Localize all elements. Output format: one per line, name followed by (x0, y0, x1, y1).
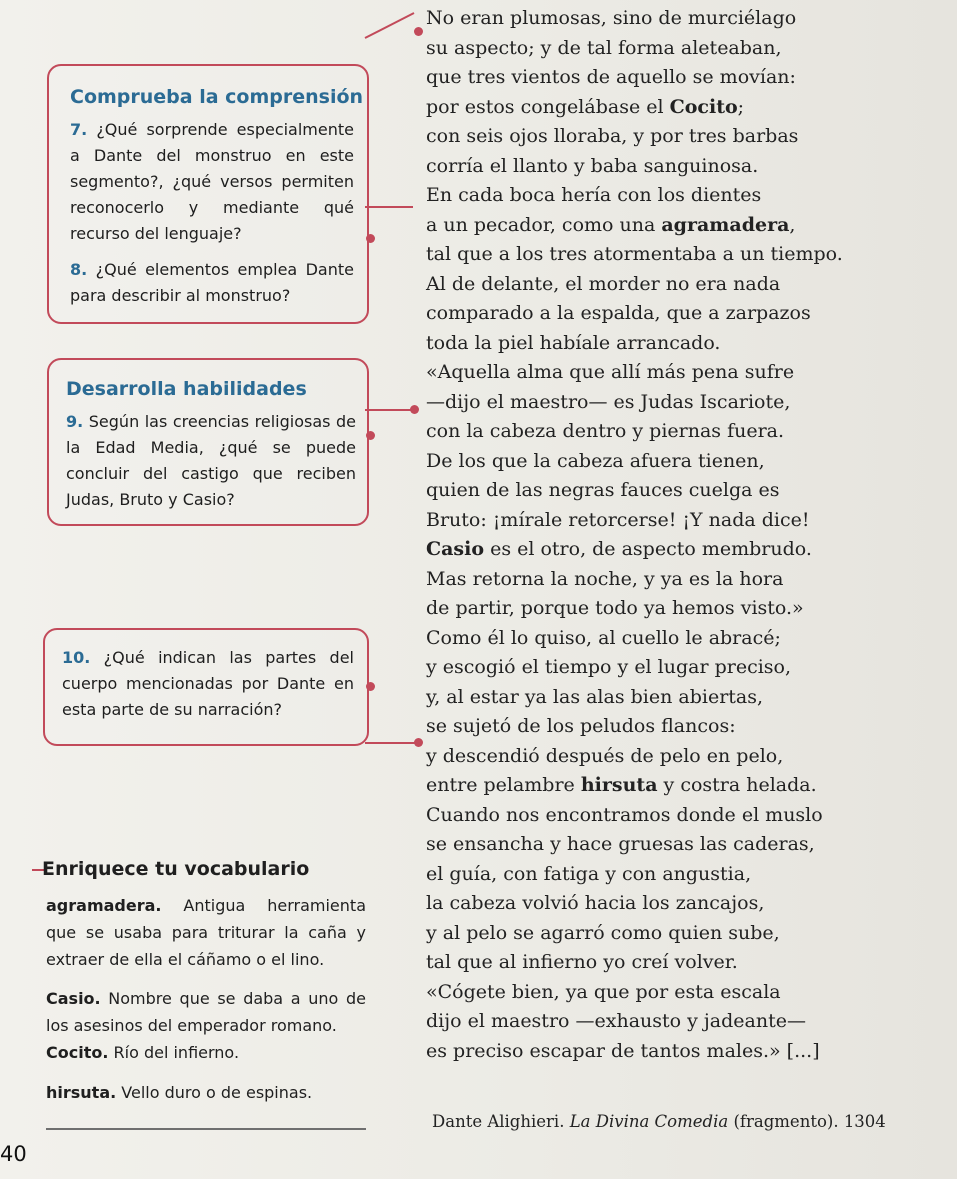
connector-dot (366, 682, 375, 691)
connector-dot (410, 405, 419, 414)
verse: con seis ojos lloraba, y por tres barbas (426, 125, 799, 147)
question-8 (70, 257, 354, 309)
verse: comparado a la espalda, que a zarpazos (426, 302, 811, 324)
verse: Al de delante, el morder no era nada (426, 272, 781, 295)
verse: Cuando nos encontramos donde el muslo (426, 803, 823, 826)
vocab-term: agramadera. (46, 896, 162, 915)
verse: que tres vientos de aquello se movían: (426, 66, 796, 88)
question-9-text: Según las creencias religiosas de la Edad Media, ¿qué se puede concluir del castigo que reciben Judas, Bruto y Casio? (66, 412, 356, 509)
verse: De los que la cabeza afuera tienen, (426, 449, 765, 472)
verse: y descendió después de pelo en pelo, (426, 744, 784, 767)
verse: Como él lo quiso, al cuello le abracé; (426, 626, 781, 649)
question-10-text: ¿Qué indican las partes del cuerpo mencionadas por Dante en esta parte de su narración? (62, 648, 354, 719)
verse-part: entre pelambre (426, 774, 575, 796)
verse: corría el llanto y baba sanguinosa. (426, 154, 759, 177)
question-8-number: 8. (70, 260, 88, 279)
vocab-definition: Nombre que se daba a uno de los asesinos del emperador romano. (46, 989, 366, 1035)
verse: es preciso escapar de tantos males.» [...] (426, 1039, 820, 1062)
page-number: 40 (0, 1142, 27, 1166)
bold-term-agramadera: agramadera (661, 213, 790, 236)
verse: con la cabeza dentro y piernas fuera. (426, 420, 785, 442)
verse (426, 771, 946, 801)
bold-term-cocito: Cocito (669, 95, 738, 118)
credit-work: La Divina Comedia (569, 1112, 729, 1131)
bold-term-casio: Casio (426, 538, 485, 560)
verse-part: por estos congelábase el (426, 95, 664, 118)
connector-line (365, 12, 415, 39)
verse: a un pecador, como una agramadera, (426, 213, 796, 236)
vocab-definition: Antigua herramienta que se usaba para triturar la caña y extraer de ella el cáñamo o el lino. (46, 896, 366, 969)
question-9-number: 9. (66, 412, 84, 431)
question-10 (62, 645, 354, 723)
verse-part: y costra helada. (657, 774, 817, 796)
poem-text (426, 4, 946, 1066)
vocabulary-divider (46, 1128, 366, 1130)
verse: tal que al infierno yo creí volver. (426, 951, 738, 973)
question-7-text: ¿Qué sorprende especialmente a Dante del monstruo en este segmento?, ¿qué versos permiten reconocerlo y mediante qué recurso del lenguaje? (70, 120, 354, 243)
connector-line (365, 742, 415, 744)
verse: su aspecto; y de tal forma aleteaban, (426, 36, 782, 59)
verse: quien de las negras fauces cuelga es (426, 479, 780, 501)
verse: el guía, con fatiga y con angustia, (426, 862, 752, 885)
vocab-definition: Río del infierno. (113, 1043, 240, 1062)
question-8-text: ¿Qué elementos emplea Dante para describir al monstruo? (70, 260, 354, 305)
question-9 (66, 409, 356, 513)
verse: la cabeza volvió hacia los zancajos, (426, 892, 765, 914)
verse: tal que a los tres atormentaba a un tiempo. (426, 243, 843, 265)
connector-dot (414, 738, 423, 747)
verse: y escogió el tiempo y el lugar preciso, (426, 656, 792, 678)
verse: se sujetó de los peludos flancos: (426, 715, 736, 737)
verse: No eran plumosas, sino de murciélago (426, 7, 797, 29)
vocab-entry (46, 1079, 366, 1106)
verse: «Cógete bien, ya que por esta escala (426, 980, 781, 1003)
verse: Mas retorna la noche, y ya es la hora (426, 567, 784, 590)
credit-detail: (fragmento). 1304 (733, 1112, 886, 1131)
vocab-entry (46, 892, 366, 973)
vocab-term: Cocito. (46, 1043, 109, 1062)
credit-author: Dante Alighieri. (432, 1112, 565, 1131)
bold-term-hirsuta: hirsuta (580, 774, 658, 796)
verse: toda la piel habíale arrancado. (426, 331, 721, 354)
vocab-definition: Vello duro o de espinas. (121, 1083, 313, 1102)
verse: y al pelo se agarró como quien sube, (426, 921, 780, 944)
verse: —dijo el maestro— es Judas Iscariote, (426, 390, 791, 413)
question-10-number: 10. (62, 648, 91, 667)
verse-part: es el otro, de aspecto membrudo. (490, 538, 812, 560)
connector-dot (366, 234, 375, 243)
question-7-number: 7. (70, 120, 88, 139)
verse: dijo el maestro —exhausto y jadeante— (426, 1010, 806, 1032)
verse: de partir, porque todo ya hemos visto.» (426, 597, 804, 619)
verse (426, 535, 946, 565)
connector-dot (414, 27, 423, 36)
verse-part: a un pecador, como una (426, 213, 656, 236)
connector-dot (366, 431, 375, 440)
comprehension-title: Comprueba la comprensión (70, 86, 364, 108)
vocab-entry (46, 1039, 366, 1066)
vocab-term: hirsuta. (46, 1083, 117, 1102)
verse: se ensancha y hace gruesas las caderas, (426, 833, 815, 855)
skills-title: Desarrolla habilidades (66, 378, 307, 400)
connector-line (365, 206, 413, 208)
vocab-term: Casio. (46, 989, 101, 1008)
question-7 (70, 117, 354, 247)
vocab-entry (46, 985, 366, 1039)
verse: En cada boca hería con los dientes (426, 184, 762, 206)
verse: por estos congelábase el Cocito; (426, 95, 745, 118)
source-credit (432, 1112, 886, 1131)
verse: Bruto: ¡mírale retorcerse! ¡Y nada dice! (426, 508, 810, 531)
verse: y, al estar ya las alas bien abiertas, (426, 685, 764, 708)
connector-line (365, 409, 415, 411)
verse: «Aquella alma que allí más pena sufre (426, 361, 795, 383)
vocabulary-title: Enriquece tu vocabulario (42, 858, 310, 880)
